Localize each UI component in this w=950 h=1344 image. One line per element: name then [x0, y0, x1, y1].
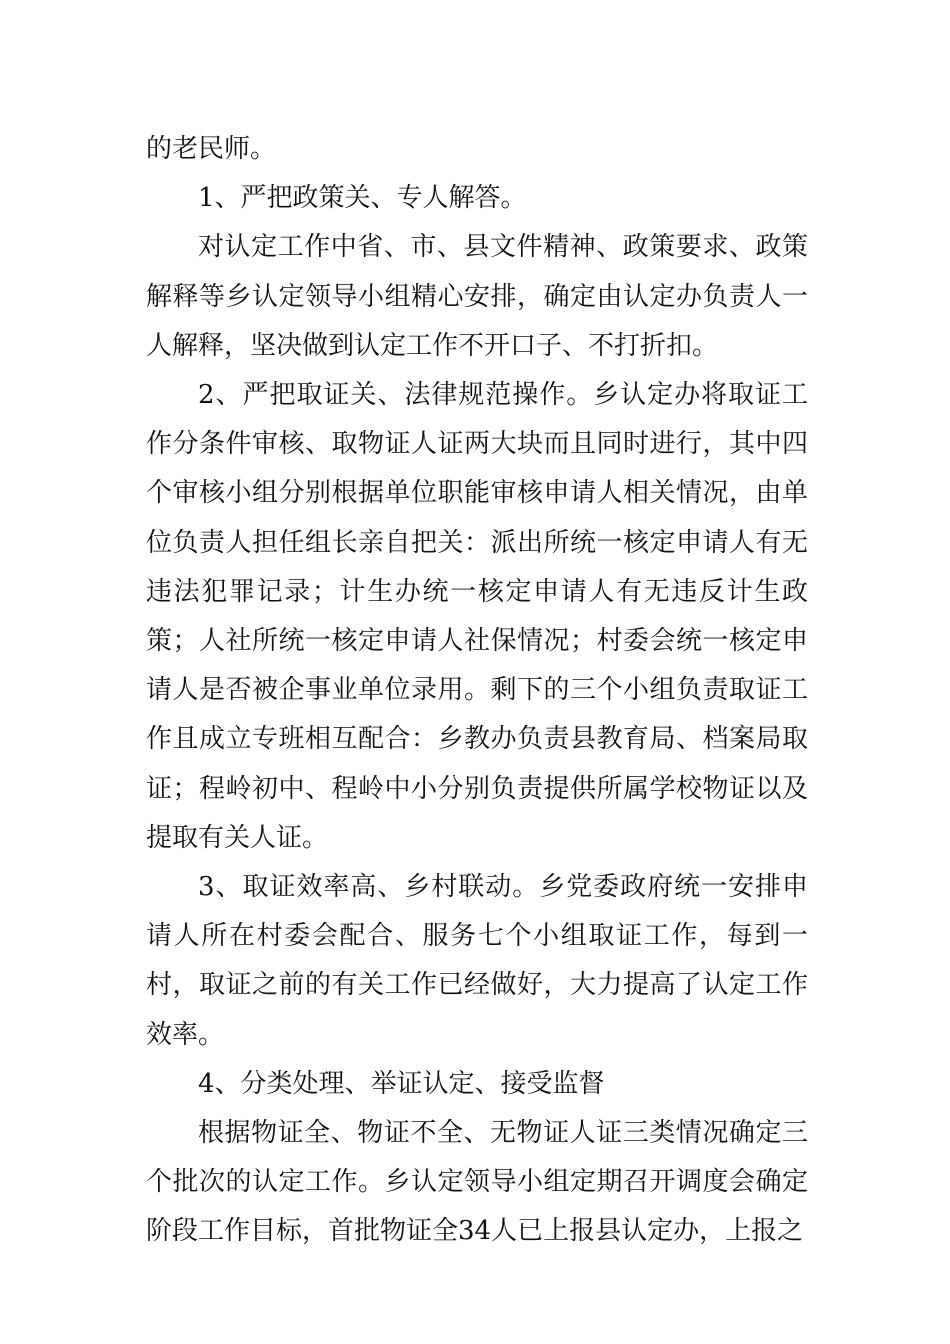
paragraph-heading-2-evidence: 2、严把取证关、法律规范操作。乡认定办将取证工作分条件审核、取物证人证两大块而且同时进行，其中四个审核小组分别根据单位职能审核申请人相关情况，由单位负责人担任组长亲自把关：派出所统一核定申请人有无违法犯罪记录；计生办统一核定申请人有无违反计生政策；人社所统一核定申请人社保情况；村委会统一核定申请人是否被企事业单位录用。剩下的三个小组负责取证工作且成立专班相互配合：乡教办负责县教育局、档案局取证；程岭初中、程岭中小分别负责提供所属学校物证以及提取有关人证。 — [146, 380, 808, 853]
paragraph-batches: 根据物证全、物证不全、无物证人证三类情况确定三个批次的认定工作。乡认定领导小组定期召开调度会确定阶段工作目标，首批物证全34人已上报县认定办，上报之 — [146, 1118, 808, 1247]
paragraph-policy: 对认定工作中省、市、县文件精神、政策要求、政策解释等乡认定领导小组精心安排，确定由认定办负责人一人解释，坚决做到认定工作不开口子、不打折扣。 — [146, 232, 808, 361]
paragraph-heading-4: 4、分类处理、举证认定、接受监督 — [198, 1068, 605, 1099]
document-body — [146, 125, 808, 1257]
paragraph-heading-3-efficiency: 3、取证效率高、乡村联动。乡党委政府统一安排申请人所在村委会配合、服务七个小组取证工作，每到一村，取证之前的有关工作已经做好，大力提高了认定工作效率。 — [146, 872, 808, 1050]
paragraph-continuation: 的老民师。 — [146, 134, 277, 164]
paragraph-heading-1: 1、严把政策关、专人解答。 — [198, 183, 527, 214]
